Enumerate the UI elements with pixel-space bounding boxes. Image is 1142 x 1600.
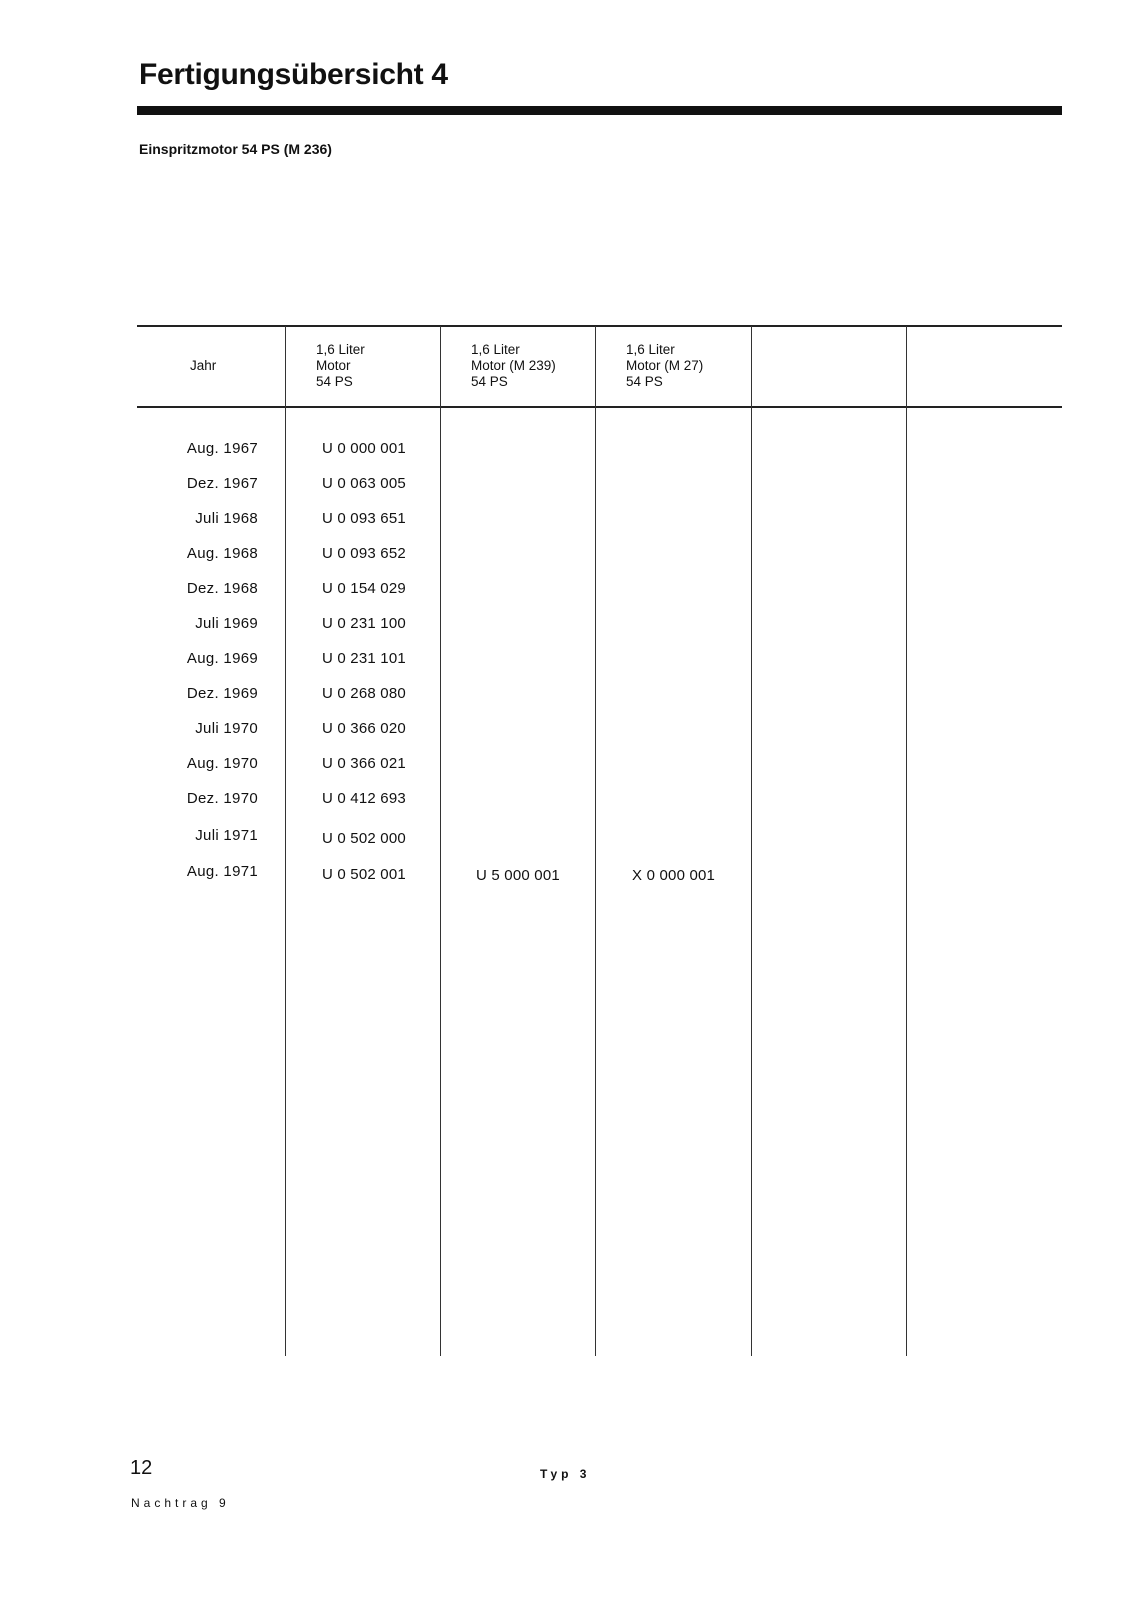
row-motor-m27: X 0 000 001 [632,867,716,884]
row-year: Dez. 1969 [186,685,258,702]
row-motor-54ps: U 0 154 029 [322,580,406,597]
row-year: Dez. 1968 [186,580,258,597]
header-line: 54 PS [626,374,663,389]
column-divider [285,326,286,1356]
page-title: Fertigungsübersicht 4 [139,58,448,91]
header-line: Jahr [190,358,217,373]
row-year: Aug. 1970 [186,755,258,772]
row-motor-54ps: U 0 000 001 [322,440,406,457]
page-subtitle: Einspritzmotor 54 PS (M 236) [139,141,332,157]
row-year: Dez. 1967 [186,475,258,492]
row-year: Dez. 1970 [186,790,258,807]
header-line: 54 PS [316,374,353,389]
row-motor-54ps: U 0 366 020 [322,720,406,737]
column-divider [440,326,441,1356]
row-year: Aug. 1968 [186,545,258,562]
column-divider [595,326,596,1356]
column-divider [906,326,907,1356]
header-line: Motor (M 239) [471,358,556,373]
row-motor-54ps: U 0 502 001 [322,866,406,883]
row-year: Juli 1969 [195,615,258,632]
row-motor-54ps: U 0 093 651 [322,510,406,527]
row-motor-54ps: U 0 502 000 [322,830,406,847]
row-year: Aug. 1971 [186,863,258,880]
header-line: Motor [316,358,351,373]
supplement-label: Nachtrag 9 [131,1496,230,1510]
row-year: Juli 1970 [195,720,258,737]
header-motor-m27 [626,342,703,390]
header-motor-54ps [316,342,365,390]
table-header-rule [137,406,1062,408]
row-year: Juli 1968 [195,510,258,527]
column-divider [751,326,752,1356]
header-line: 54 PS [471,374,508,389]
header-line: 1,6 Liter [471,342,520,357]
title-rule [137,106,1062,115]
row-motor-54ps: U 0 268 080 [322,685,406,702]
header-motor-m239 [471,342,556,390]
table-top-rule [137,325,1062,327]
row-motor-54ps: U 0 366 021 [322,755,406,772]
row-motor-54ps: U 0 412 693 [322,790,406,807]
header-line: Motor (M 27) [626,358,704,373]
row-year: Juli 1971 [195,827,258,844]
row-motor-54ps: U 0 231 101 [322,650,406,667]
row-motor-m239: U 5 000 001 [476,867,560,884]
row-motor-54ps: U 0 231 100 [322,615,406,632]
row-year: Aug. 1967 [186,440,258,457]
vehicle-type-label: Typ 3 [540,1467,591,1481]
row-motor-54ps: U 0 063 005 [322,475,406,492]
page-number: 12 [130,1457,153,1479]
row-year: Aug. 1969 [186,650,258,667]
header-line: 1,6 Liter [316,342,365,357]
row-motor-54ps: U 0 093 652 [322,545,406,562]
header-line: 1,6 Liter [626,342,675,357]
header-year [190,358,216,374]
